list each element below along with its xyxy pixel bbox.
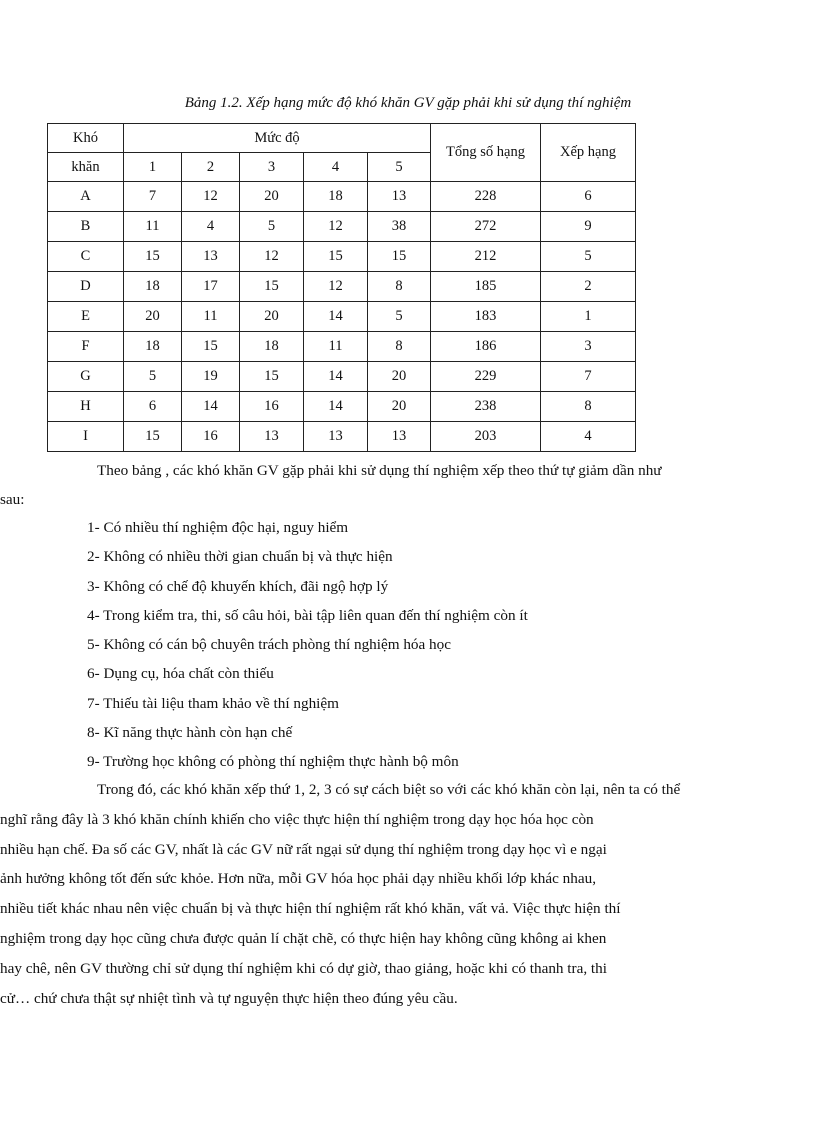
- ranking-table: [47, 123, 636, 452]
- cell-rank: 9: [541, 212, 636, 242]
- difficulty-list: [87, 513, 528, 777]
- cell-value: 5: [368, 302, 431, 332]
- cell-total: 212: [431, 242, 541, 272]
- table-row: [48, 182, 636, 212]
- cell-value: 14: [182, 392, 240, 422]
- cell-value: 20: [240, 302, 304, 332]
- cell-value: 15: [304, 242, 368, 272]
- list-item: 8- Kĩ năng thực hành còn hạn chế: [87, 724, 293, 742]
- list-item: 2- Không có nhiều thời gian chuẩn bị và thực hiện: [87, 548, 393, 566]
- cell-rank: 8: [541, 392, 636, 422]
- table-row: [48, 272, 636, 302]
- cell-value: 18: [124, 332, 182, 362]
- cell-value: 16: [240, 392, 304, 422]
- paragraph-line: cử… chứ chưa thật sự nhiệt tình và tự nguyện thực hiện theo đúng yêu cầu.: [0, 989, 458, 1007]
- cell-value: 5: [124, 362, 182, 392]
- cell-value: 15: [182, 332, 240, 362]
- cell-rank: 6: [541, 182, 636, 212]
- level-header: 5: [368, 153, 431, 182]
- cell-value: 14: [304, 362, 368, 392]
- cell-rank: 1: [541, 302, 636, 332]
- cell-value: 20: [124, 302, 182, 332]
- level-header: 3: [240, 153, 304, 182]
- header-rank: Xếp hạng: [541, 124, 636, 182]
- cell-value: 19: [182, 362, 240, 392]
- level-header: 1: [124, 153, 182, 182]
- cell-value: 18: [304, 182, 368, 212]
- paragraph-line: nghĩ rằng đây là 3 khó khăn chính khiến cho việc thực hiện thí nghiệm trong dạy học hóa học còn: [0, 810, 594, 828]
- header-muc-do: Mức độ: [124, 124, 431, 153]
- cell-total: 272: [431, 212, 541, 242]
- cell-value: 5: [240, 212, 304, 242]
- cell-total: 186: [431, 332, 541, 362]
- cell-value: 20: [368, 362, 431, 392]
- cell-value: 12: [182, 182, 240, 212]
- intro-line: sau:: [0, 491, 25, 508]
- cell-rank: 4: [541, 422, 636, 452]
- cell-total: 203: [431, 422, 541, 452]
- cell-total: 185: [431, 272, 541, 302]
- cell-value: 12: [304, 212, 368, 242]
- cell-total: 183: [431, 302, 541, 332]
- cell-value: 7: [124, 182, 182, 212]
- cell-value: 38: [368, 212, 431, 242]
- cell-value: 14: [304, 392, 368, 422]
- row-label: D: [48, 272, 124, 302]
- cell-value: 15: [124, 422, 182, 452]
- table-row: [48, 362, 636, 392]
- table-row: [48, 302, 636, 332]
- paragraph-line: Trong đó, các khó khăn xếp thứ 1, 2, 3 có sự cách biệt so với các khó khăn còn lại, nên ta có thể: [97, 781, 681, 798]
- cell-value: 15: [240, 272, 304, 302]
- cell-value: 20: [368, 392, 431, 422]
- level-header: 2: [182, 153, 240, 182]
- cell-rank: 7: [541, 362, 636, 392]
- cell-value: 13: [182, 242, 240, 272]
- paragraph-line: nhiều hạn chế. Đa số các GV, nhất là các GV nữ rất ngại sử dụng thí nghiệm trong dạy học vì e ngại: [0, 840, 607, 858]
- header-total: Tổng số hạng: [431, 124, 541, 182]
- cell-value: 14: [304, 302, 368, 332]
- list-item: 6- Dụng cụ, hóa chất còn thiếu: [87, 665, 274, 683]
- cell-total: 238: [431, 392, 541, 422]
- paragraph-line: hay chê, nên GV thường chỉ sử dụng thí nghiệm khi có dự giờ, thao giảng, hoặc khi có thanh tra, thi: [0, 959, 607, 977]
- cell-value: 13: [368, 182, 431, 212]
- row-label: G: [48, 362, 124, 392]
- cell-value: 13: [368, 422, 431, 452]
- row-label: A: [48, 182, 124, 212]
- header-khan: khăn: [48, 153, 124, 182]
- paragraph-line: ảnh hưởng không tốt đến sức khỏe. Hơn nữa, mỗi GV hóa học phải dạy nhiều khối lớp khác nhau,: [0, 870, 596, 888]
- cell-value: 18: [240, 332, 304, 362]
- row-label: C: [48, 242, 124, 272]
- cell-value: 4: [182, 212, 240, 242]
- cell-value: 8: [368, 272, 431, 302]
- cell-total: 228: [431, 182, 541, 212]
- cell-value: 15: [240, 362, 304, 392]
- table-caption: Bảng 1.2. Xếp hạng mức độ khó khăn GV gặp phải khi sử dụng thí nghiệm: [184, 95, 632, 111]
- cell-rank: 2: [541, 272, 636, 302]
- table-row: [48, 332, 636, 362]
- list-item: 7- Thiếu tài liệu tham khảo về thí nghiệm: [87, 694, 339, 712]
- table-row: [48, 422, 636, 452]
- discussion-paragraph: [0, 775, 773, 1013]
- row-label: E: [48, 302, 124, 332]
- cell-total: 229: [431, 362, 541, 392]
- cell-value: 12: [240, 242, 304, 272]
- paragraph-line: nhiều tiết khác nhau nên việc chuẩn bị và thực hiện thí nghiệm rất khó khăn, vất vả. Việc thực hiện thí: [0, 900, 621, 918]
- cell-value: 11: [304, 332, 368, 362]
- row-label: H: [48, 392, 124, 422]
- level-header: 4: [304, 153, 368, 182]
- intro-line: Theo bảng , các khó khăn GV gặp phải khi sử dụng thí nghiệm xếp theo thứ tự giảm dần như: [97, 462, 662, 479]
- cell-value: 16: [182, 422, 240, 452]
- cell-value: 15: [368, 242, 431, 272]
- table-row: [48, 392, 636, 422]
- cell-rank: 3: [541, 332, 636, 362]
- paragraph-line: nghiệm trong dạy học cũng chưa được quản lí chặt chẽ, có thực hiện hay không cũng không ai khen: [0, 929, 607, 947]
- list-item: 1- Có nhiều thí nghiệm độc hại, nguy hiểm: [87, 519, 349, 536]
- cell-value: 8: [368, 332, 431, 362]
- row-label: B: [48, 212, 124, 242]
- cell-value: 11: [124, 212, 182, 242]
- list-item: 4- Trong kiểm tra, thi, số câu hỏi, bài tập liên quan đến thí nghiệm còn ít: [87, 606, 528, 624]
- cell-value: 13: [240, 422, 304, 452]
- cell-value: 18: [124, 272, 182, 302]
- table-row: [48, 242, 636, 272]
- header-kho: Khó: [48, 124, 124, 153]
- cell-value: 15: [124, 242, 182, 272]
- list-item: 9- Trường học không có phòng thí nghiệm thực hành bộ môn: [87, 753, 459, 771]
- list-item: 5- Không có cán bộ chuyên trách phòng thí nghiệm hóa học: [87, 636, 451, 654]
- cell-value: 17: [182, 272, 240, 302]
- table-row: [48, 212, 636, 242]
- cell-value: 13: [304, 422, 368, 452]
- intro-paragraph: [0, 456, 773, 514]
- cell-value: 11: [182, 302, 240, 332]
- cell-value: 12: [304, 272, 368, 302]
- row-label: F: [48, 332, 124, 362]
- row-label: I: [48, 422, 124, 452]
- cell-value: 20: [240, 182, 304, 212]
- cell-value: 6: [124, 392, 182, 422]
- cell-rank: 5: [541, 242, 636, 272]
- list-item: 3- Không có chế độ khuyến khích, đãi ngộ hợp lý: [87, 577, 389, 595]
